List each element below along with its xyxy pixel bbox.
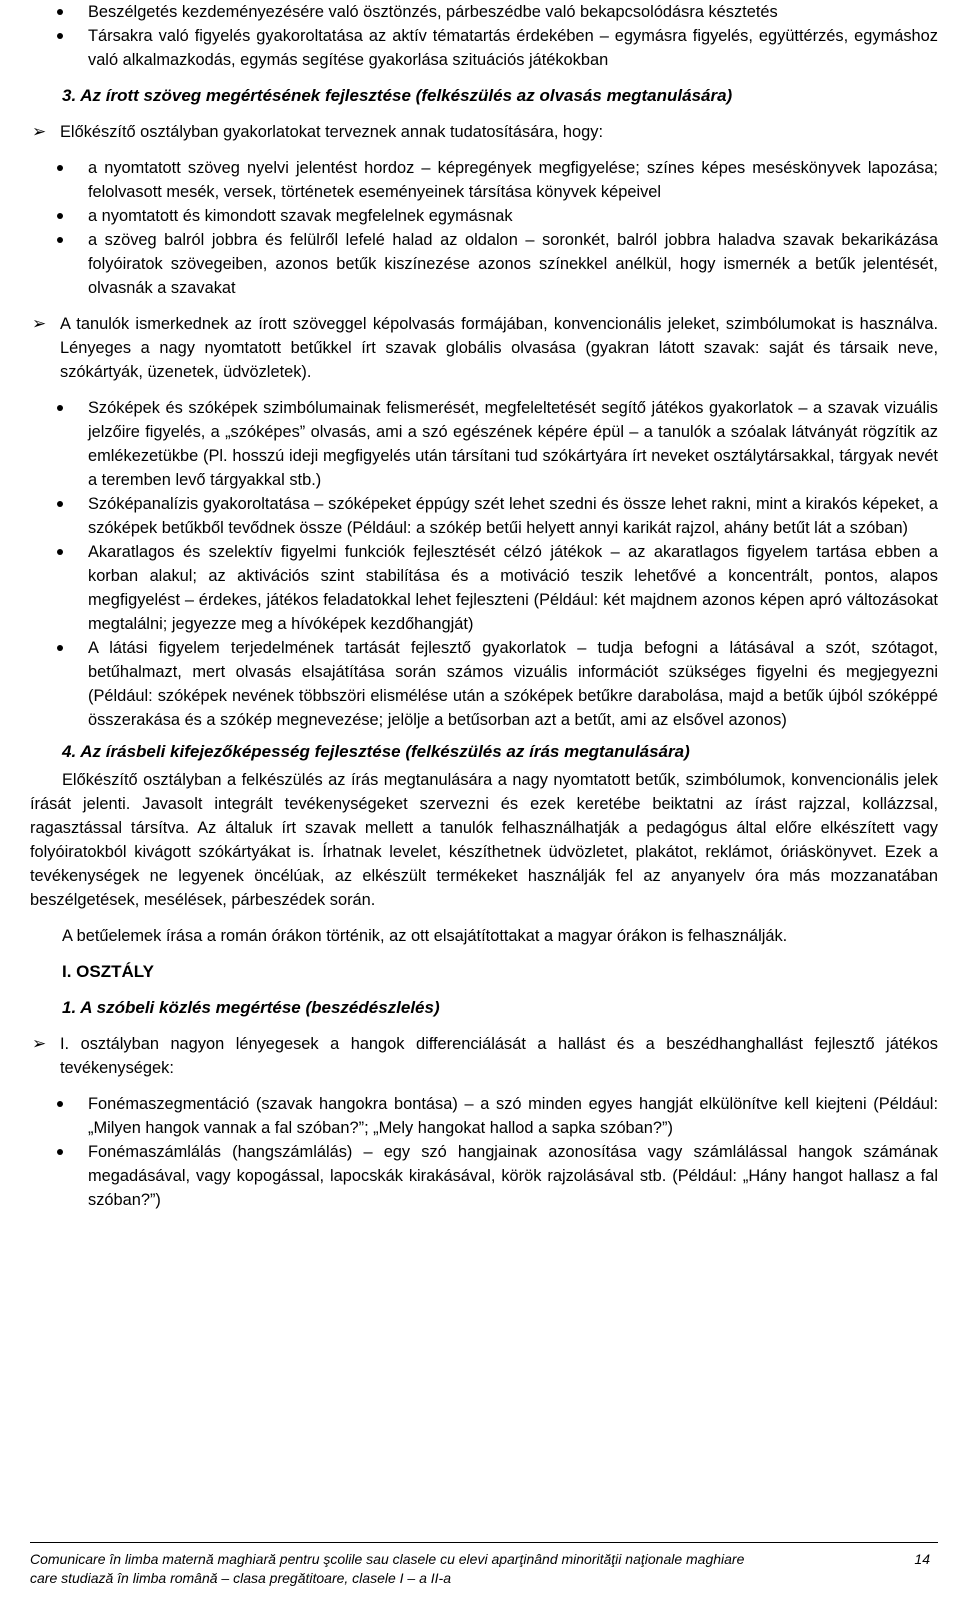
arrow-bullet-icon: ➢ [32,314,47,334]
bullet-icon [57,549,63,555]
bullet-text: a nyomtatott szöveg nyelvi jelentést hordoz – képregények megfigyelése; színes képes meséskönyvek lapozása; felolvasott mesék, versek, történetek eseményeinek társítása könyvek képeivel [88,159,938,201]
footer-line-1: Comunicare în limba maternă maghiară pentru şcolile sau clasele cu elevi aparţinând minorităţii naţionale maghiare [30,1551,745,1567]
bullet-text: a szöveg balról jobbra és felülről lefelé halad az oldalon – soronkét, balról jobbra haladva szavak bekarikázása folyóiratok szövegeiben, azonos betűk kiszínezése azonos színekkel anélkül, hogy ismernék a betűk jelentését, olvasnák a szavakat [88,231,938,297]
page-footer [30,1542,938,1588]
arrow-bullet-icon: ➢ [32,1034,47,1054]
arrow-bullet-icon: ➢ [32,122,47,142]
bullet-text: Fonémaszámlálás (hangszámlálás) – egy szó hangjainak azonosítása vagy számlálással hangok számának megadásával, vagy kopogással, lapocskák kirakásával, körök rajzolásával stb. (Például: „Hány hangot hallasz a fal szóban?”) [88,1143,938,1209]
bullet-text: Beszélgetés kezdeményezésére való ösztönzés, párbeszédbe való bekapcsolódásra késztetés [88,3,778,21]
section-heading-4: 4. Az írásbeli kifejezőképesség fejlesztése (felkészülés az írás megtanulására) [62,742,690,761]
footer-line-2: care studiază în limba română – clasa pregătitoare, clasele I – a II-a [30,1570,451,1586]
bullet-text: a nyomtatott és kimondott szavak megfelelnek egymásnak [88,207,513,225]
list-item [30,228,938,300]
bullet-icon [57,165,63,171]
paragraph: Előkészítő osztályban a felkészülés az írás megtanulására a nagy nyomtatott betűk, szimbólumok, konvencionális jelek írását jelenti. Javasolt integrált tevékenységeket szervezni és ezek keretébe beiktatni az írást rajzzal, kollázzsal, ragasztással társítva. Az általuk írt szavak mellett a tanulók felhasználhatják a pedagógus által előre elkészített vagy folyóiratokból kivágott szókártyákat is. Írhatnak levelet, készíthetnek üdvözletet, plakátot, reklámot, óriáskönyvet. Ezek a tevékenységek ne legyenek öncélúak, az elkészült termékeket használják fel az anyanyelv óra más mozzanatában beszélgetések, mesélések, párbeszédek során. [30,771,938,909]
bullet-icon [57,645,63,651]
page-number: 14 [914,1551,930,1567]
list-item [30,1140,938,1212]
bullet-text: Társakra való figyelés gyakoroltatása az aktív tématartás érdekében – egymásra figyelés, együttérzés, egymáshoz való alkalmazkodás, egymás segítése gyakorlása szituációs játékokban [88,27,938,69]
arrow-item [30,120,938,144]
list-item [30,0,938,24]
list-item [30,156,938,204]
arrow-text: Előkészítő osztályban gyakorlatokat terveznek annak tudatosítására, hogy: [60,123,604,141]
document-page [30,0,938,1212]
list-item [30,24,938,72]
arrow-item [30,312,938,384]
bullet-text: Akaratlagos és szelektív figyelmi funkciók fejlesztését célzó játékok – az akaratlagos figyelem tartása ebben a korban alakul; az aktivációs szint stabilítása és a motiváció teszik lehetővé a koncentrált, pontos, alapos megfigyelést – érdekes, játékos feladatokkal lehet fejleszteni (Például: két majdnem azonos képen apró változásokat megtalálni; jegyezze meg a hívóképek kezdőhangját) [88,543,938,633]
list-item [30,492,938,540]
arrow-text: I. osztályban nagyon lényegesek a hangok differenciálását a hallást és a beszédhanghallást fejlesztő játékos tevékenységek: [60,1035,938,1077]
bullet-icon [57,9,63,15]
arrow-item [30,1032,938,1080]
bullet-text: A látási figyelem terjedelmének tartását fejlesztő gyakorlatok – tudja befogni a látásával a szót, szótagot, betűhalmazt, mert olvasás elsajátítása során számos vizuális információt szükséges figyelni és megjegyezni (Például: szóképek nevének többszöri elismélése után a szóképek betűkre darabolása, majd a betűk újból szóképpé összerakása és a szókép megnevezése; jelölje a betűsorban azt a betűt, ami az elsővel azonos) [88,639,938,729]
list-item [30,1092,938,1140]
list-item [30,396,938,492]
list-item [30,540,938,636]
bullet-icon [57,237,63,243]
arrow-text: A tanulók ismerkednek az írott szöveggel képolvasás formájában, konvencionális jeleket, szimbólumokat is használva. Lényeges a nagy nyomtatott betűkkel írt szavak globális olvasása (gyakran látott szavak: saját és társaik neve, szókártyák, üzenetek, üdvözletek). [60,315,938,381]
list-item [30,636,938,732]
bullet-icon [57,1149,63,1155]
class-heading: I. OSZTÁLY [62,962,154,981]
bullet-icon [57,501,63,507]
list-item [30,204,938,228]
paragraph: A betűelemek írása a román órákon történik, az ott elsajátítottakat a magyar órákon is felhasználják. [62,927,788,945]
bullet-icon [57,1101,63,1107]
bullet-icon [57,405,63,411]
bullet-text: Szóképek és szóképek szimbólumainak felismerését, megfeleltetését segítő játékos gyakorlatok – a szavak vizuális jelzőire figyelés, a „szóképes” olvasás, ami a szó egészének képére épül – a tanulók a szóalak látványát rögzítik az emlékezetükbe (Pl. hosszú ideji megfigyelés után társítani tud szókártyára írt neveket osztálytársakkal, tárgyak nevét a teremben levő tárgyakkal stb.) [88,399,938,489]
section-heading-1: 1. A szóbeli közlés megértése (beszédészlelés) [62,998,440,1017]
bullet-text: Szóképanalízis gyakoroltatása – szóképeket éppúgy szét lehet szedni és össze lehet rakni, mint a kirakós képeket, a szóképek betűkből tevődnek össze (Például: a szókép betűi helyett annyi karikát rajzol, ahány betűt lát a szóban) [88,495,938,537]
bullet-icon [57,33,63,39]
section-heading-3: 3. Az írott szöveg megértésének fejlesztése (felkészülés az olvasás megtanulására) [62,86,733,105]
bullet-text: Fonémaszegmentáció (szavak hangokra bontása) – a szó minden egyes hangját elkülönítve kell kiejteni (Például: „Milyen hangok vannak a fal szóban?”; „Mely hangokat hallod a sapka szóban?”) [88,1095,938,1137]
bullet-icon [57,213,63,219]
